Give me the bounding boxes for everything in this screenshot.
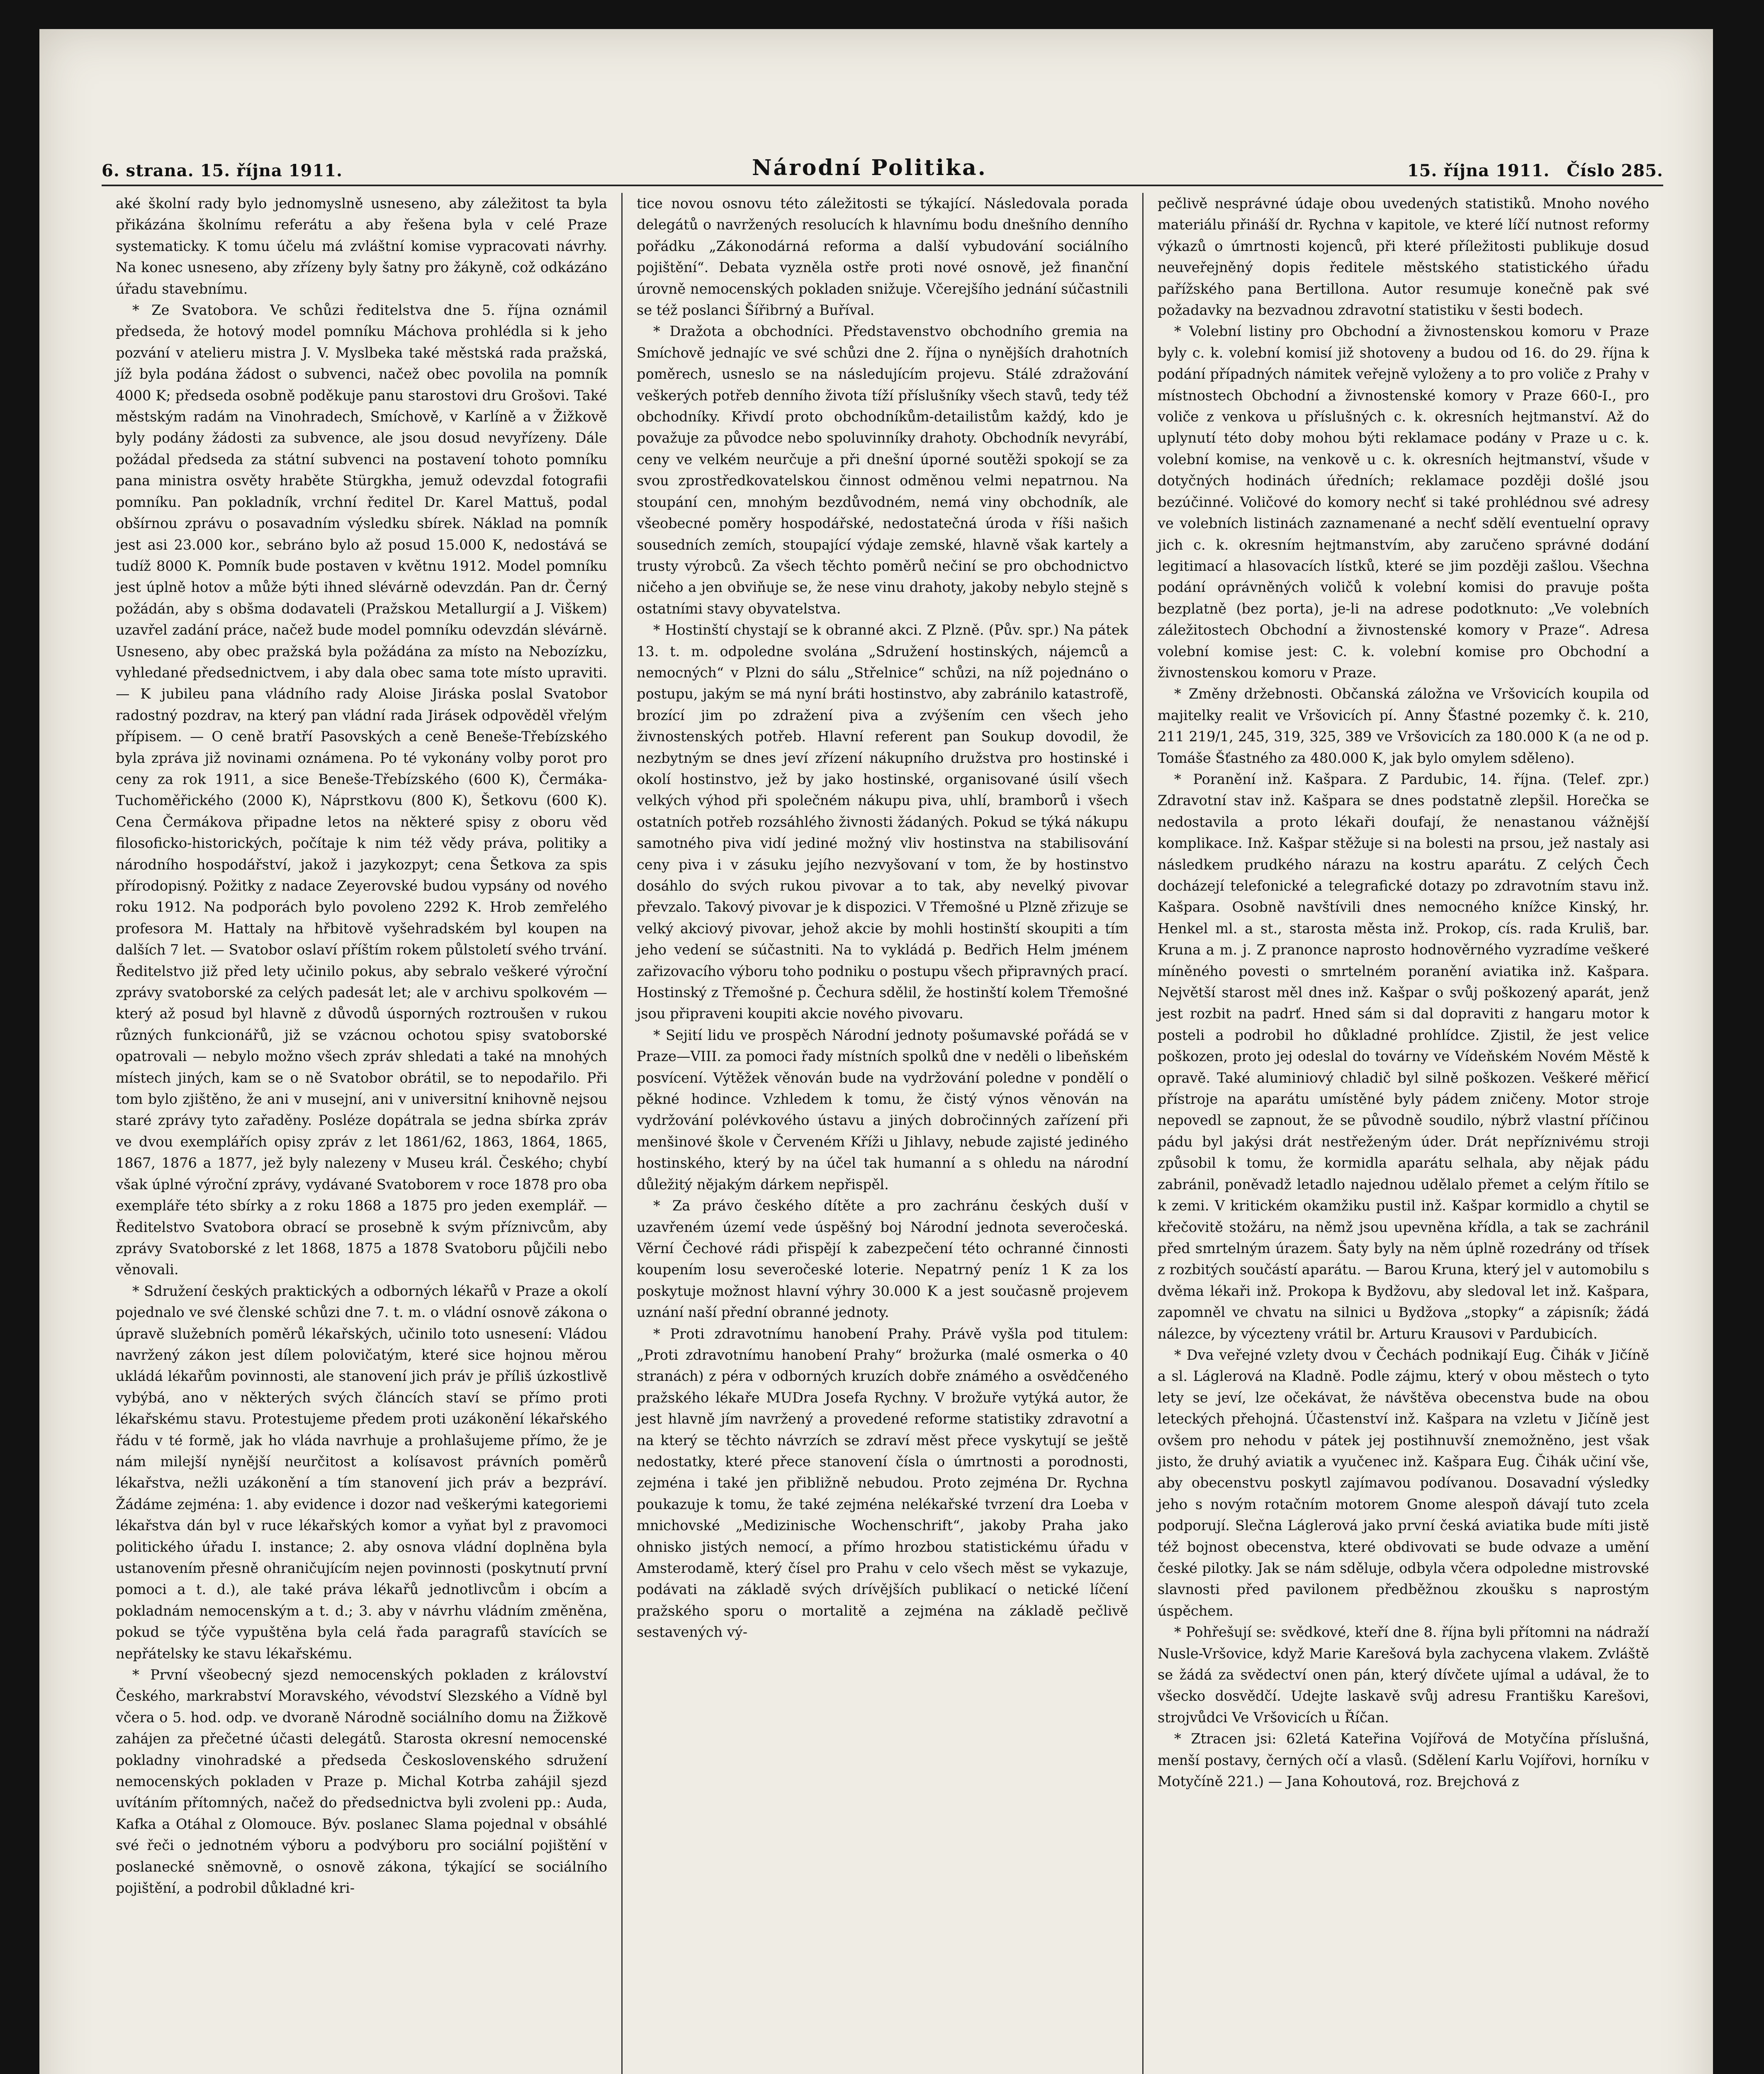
header-date: 15. října 1911.: [1407, 161, 1550, 180]
article-paragraph: * Proti zdravotnímu hanobení Prahy. Právě vyšla pod titulem: „Proti zdravotnímu hanobení Prahy“ brožurka (malé osmerka o 40 stranách) z péra v odborných kruzích dobře známého a osvědčeného pražského lékaře MUDra Josefa Rychny. V brožuře vytýká autor, že jest hlavně jím navržený a provedené reforme statistiky zdravotní a na který se těchto návrzích se zdraví měst přece vyskytují se ještě nedostatky, které přece stanovení čísla o úmrtnosti a porodnosti, zejména i také jen přibližně nebudou. Proto zejména Dr. Rychna poukazuje k tomu, že také zejména nelékařské tvrzení dra Loeba v mnichovské „Medizinische Wochenschrift“, jakoby Praha jako ohnisko jistých nemocí, a přímo hrozbou statistickému úřadu v Amsterodamě, který čísel pro Prahu v celo všech měst se vykazuje, podávati na základě svých drívějších publikací o netické líčení pražského sporu o mortalitě a zejména na základě pečlivě sestavených vý-: [637, 1325, 1128, 1641]
article-paragraph: * První všeobecný sjezd nemocenských pokladen z království Českého, markrabství Moravského, vévodství Slezského a Vídně byl včera o 5. hod. odp. ve dvoraně Národně sociálního domu na Žižkově zahájen za přečetné účasti delegátů. Starosta okresní nemocenské pokladny vinohradské a předseda Československého sdružení nemocenských pokladen v Praze p. Michal Kotrba zahájil sjezd uvítáním přítomných, načež do předsednictva byli zvoleni pp.: Auda, Kafka a Otáhal z Olomouce. Býv. poslanec Slama pojednal v obsáhlé své řeči o jednotném výboru a podvýboru pro sociální pojištění v poslanecké sněmovně, o osnově zákona, týkající se sociálního pojištění, a podrobil důkladné kri-: [116, 1667, 607, 1896]
article-paragraph: * Sejití lidu ve prospěch Národní jednoty pošumavské pořádá se v Praze—VIII. za pomoci řady místních spolků dne v neděli o libeňském posvícení. Výtěžek věnován bude na vydržování poledne v pondělí o pěkné hodince. Vzhledem k tomu, že čistý výnos věnován na vydržování polévkového ústavu a jiných dobročinných zařízení při menšinové škole v Červeném Kříži u Jihlavy, nebude zajisté jediného hostinského, který by na účel tak humanní a s ohledu na národní důležitý nějakým dárkem nepřispěl.: [637, 1027, 1128, 1193]
article-paragraph: * Hostinští chystají se k obranné akci. Z Plzně. (Pův. spr.) Na pátek 13. t. m. odpoledne svolána „Sdružení hostinských, nájemců a nemocných“ v Plzni do sálu „Střelnice“ schůzi, na níž pojednáno o postupu, jakým se má nyní bráti hostinstvo, aby zabránilo katastrofě, brozící jim po zdražení piva a zvýšením cen všech jeho živnostenských potřeb. Hlavní referent pan Soukup dovodil, že nezbytným se dnes jeví zřízení nákupního družstva pro hostinské i okolí hostinstvo, jež by jako hostinské, organisované úsilí všech velkých výhod při společném nákupu piva, uhlí, bramborů i všech ostatních potřeb rozsáhlého živnosti žádaných. Pokud se týká nákupu samotného piva vidí jediné možný vliv hostinstva na stabilisování ceny piva i v zásuku jejího nezvyšovaní v tom, že by hostinstvo dosáhlo do svých rukou pivovar a to tak, aby nevelký pivovar převzalo. Takový pivovar je k dispozici. V Třemošné u Plzně zřizuje se velký akciový pivovar, jehož akcie by mohli hostinští skoupiti a tím jeho vedení se súčastniti. Na to vykládá p. Bedřich Helm jménem zařizovacího výboru toho podniku o postupu všech připravných prací. Hostinský z Třemošné p. Čechura sdělil, že hostinští kolem Třemošné jsou připraveni koupiti akcie nového pivovaru.: [637, 622, 1128, 1022]
header-right: [1397, 161, 1663, 180]
newspaper-page: [39, 29, 1713, 2074]
article-paragraph: aké školní rady bylo jednomyslně usneseno, aby záležitost ta byla přikázána školnímu referátu a aby řešena byla v celé Praze systematicky. K tomu účelu má zvláštní komise vypracovati návrhy. Na konec usneseno, aby zřízeny byly šatny pro žákyně, což odkázáno úřadu stavebnímu.: [116, 195, 607, 297]
masthead-title: Národní Politika.: [752, 155, 987, 180]
article-paragraph: * Dražota a obchodníci. Představenstvo obchodního gremia na Smíchově jednajíc ve své schůzi dne 2. října o nynějších drahotních poměrech, usneslo se na následujícím projevu. Stálé zdražování veškerých potřeb denního života tíží příslušníky všech stavů, tedy též obchodníky. Křivdí proto obchodníkům-detailistům každý, kdo je považuje za původce nebo spoluvinníky drahoty. Obchodník nevyrábí, ceny ve velkém neurčuje a při dnešní úporné soutěži spokojí se za svou zprostředkovatelskou činnost odměnou velmi nepatrnou. Na stoupání cen, mnohým bezdůvodném, nemá viny obchodník, ale všeobecné poměry hospodářské, nedostatečná úroda v říši našich sousedních zemích, stoupající výdaje zemské, hlavně však kartely a trusty výrobců. Za všech těchto poměrů nečiní se pro obchodnictvo ničeho a jen obviňuje se, že nese vinu drahoty, jakoby nebylo stejně s ostatními stavy obyvatelstva.: [637, 323, 1128, 617]
page-header: [102, 147, 1663, 186]
article-paragraph: pečlivě nesprávné údaje obou uvedených statistiků. Mnoho nového materiálu přináší dr. Rychna v kapitole, ve které líčí nutnost reformy výkazů o úmrtnosti kojenců, při které příležitosti publikuje dosud neuveřejněný dopis ředitele městského statistického úřadu pařížského pana Bertillona. Autor resumuje konečně pak své požadavky na bezvadnou zdravotní statistiku v šesti bodech.: [1158, 195, 1649, 319]
article-paragraph: * Dva veřejné vzlety dvou v Čechách podnikají Eug. Čihák v Jičíně a sl. Láglerová na Kladně. Podle zájmu, který v obou městech o tyto lety se jeví, lze očekávat, že návštěva obecenstva bude na obou leteckých přehojná. Účastenství inž. Kašpara na vzletu v Jičíně jest ovšem pro nehodu v pátek jej postihnuvší znemožněno, jest však jisto, že druhý aviatik a vyučenec inž. Kašpara Eug. Čihák učiní vše, aby obecenstvu poskytl zajímavou podívanou. Dosavadní výsledky jeho s novým rotačním motorem Gnome alespoň dávají tuto zcela podporují. Slečna Láglerová jako první česká aviatika bude míti jistě též bojnost obecenstva, které obdivovati se bude odvaze a umění české pilotky. Jak se nám sděluje, odbyla včera odpoledne mistrovské slavnosti před pavilonem předběžnou zkoušku s naprostým úspěchem.: [1158, 1346, 1649, 1619]
column-1: [102, 193, 621, 2074]
article-paragraph: * Poranění inž. Kašpara. Z Pardubic, 14. října. (Telef. zpr.) Zdravotní stav inž. Kašpara se dnes podstatně zlepšil. Horečka se nedostavila a proto lékaři doufají, že nenastanou vážnější komplikace. Inž. Kašpar stěžuje si na bolesti na prsou, jež nastaly asi následkem prudkého nárazu na kostru aparátu. Z celých Čech docházejí telefonické a telegrafické dotazy po zdravotním stavu inž. Kašpara. Osobně navštívili dnes nemocného knížce Kinský, hr. Henkel ml. a st., starosta města inž. Prokop, cís. rada Kruliš, bar. Kruna a m. j. Z pranonce naprosto hodnověrného vyzradíme veškeré míněného povesti o smrtelném poranění aviatika inž. Kašpara. Největší starost měl dnes inž. Kašpar o svůj poškozený aparát, jenž jest rozbit na padrť. Hned sám si dal dopraviti z hangaru motor k posteli a podrobil ho důkladné prohlídce. Zjistil, že jest velice poškozen, proto jej odeslal do továrny ve Vídeňském Novém Městě k opravě. Také aluminiový chladič byl silně poškozen. Veškeré měřicí přístroje na aparátu umístěné byly pádem zničeny. Motor stroje nepovedl se zapnout, že se původně soudilo, nýbrž vlastní příčinou pádu byl jakýsi drát nestřeženým úder. Drát nepříznivému stroji způsobil k tomu, že kormidla aparátu selhala, aby nějak pádu zabránil, poněvadž letadlo najednou udělalo přemet a celým řítilo se k zemi. V kritickém okamžiku pustil inž. Kašpar kormidlo a chytil se křečovitě stožáru, na němž jsou upevněna křídla, a tak se zachránil před smrtelným úrazem. Šaty byly na něm úplně rozedrány od třísek z rozbitých součástí aparátu. — Barou Kruna, který jel v automobilu s dvěma lékaři inž. Prokopa k Bydžovu, aby sledoval let inž. Kašpara, zapomněl ve chvatu na silnici u Bydžova „stopky“ a zápisník; žádá nálezce, by výcezteny vrátil br. Arturu Krausovi v Pardubicích.: [1158, 771, 1649, 1342]
header-left: 6. strana. 15. října 1911.: [102, 161, 343, 180]
article-columns: [102, 193, 1663, 2074]
article-paragraph: * Sdružení českých praktických a odborných lékařů v Praze a okolí pojednalo ve své členské schůzi dne 7. t. m. o vládní osnově zákona o úpravě služebních poměrů lékařských, učinilo toto usnesení: Vládou navržený zákon jest dílem polovičatým, které sice hojnou měrou ukládá lékařům povinnosti, ale stanovení jich práv je příliš úzkostlivě vybýbá, ano v některých svých článcích staví se přímo proti lékařskému stavu. Protestujeme předem proti uzákonění lékařského řádu v té formě, jak ho vláda navrhuje a prohlašujeme přímo, že je nám milejší nynější neurčitost a kolísavost právních poměrů lékařstva, nežli uzákonění a tím stanovení jich práv a bezpráví. Žádáme zejména: 1. aby evidence i dozor nad veškerými kategoriemi lékařstva dán byl v ruce lékařských komor a vyňat byl z pravomoci politického úřadu I. instance; 2. aby osnova vládní doplněna byla ustanovením přesně ohraničujícím nejen povinnosti (poskytnutí první pomoci a t. d.), ale také práva lékařů jednotlivcům i obcím a pokladnám nemocenským a t. d.; 3. aby v návrhu vládním změněna, pokud se týče vypuštěna byla celá řada paragrafů stavících se nepřátelsky ke stavu lékařskému.: [116, 1283, 607, 1662]
article-paragraph: * Ztracen jsi: 62letá Kateřina Vojířová de Motyčína příslušná, menší postavy, černých očí a vlasů. (Sdělení Karlu Vojířovi, horníku v Motyčíně 221.) — Jana Kohoutová, roz. Brejchová z: [1158, 1731, 1649, 1790]
article-paragraph: tice novou osnovu této záležitosti se týkající. Následovala porada delegátů o navržených resolucích k hlavnímu bodu dnešního denního pořádku „Zákonodárná reforma a další vybudování sociálního pojištění“. Debata vyzněla ostře proti nové osnově, jež finanční úrovně nemocenských pokladen snižuje. Včerejšího jednání súčastnili se též poslanci Šířibrný a Buříval.: [637, 195, 1128, 319]
article-paragraph: * Změny držebnosti. Občanská záložna ve Vršovicích koupila od majitelky realit ve Vršovicích pí. Anny Šťastné pozemky č. k. 210, 211 219/1, 245, 319, 325, 389 ve Vršovicích za 180.000 K (a ne od p. Tomáše Šťastného za 480.000 K, jak bylo omylem sděleno).: [1158, 686, 1649, 766]
article-paragraph: * Ze Svatobora. Ve schůzi ředitelstva dne 5. října oznámil předseda, že hotový model pomníku Máchova prohlédla si k jeho pozvání v atelieru mistra J. V. Myslbeka také městská rada pražská, jíž byla podána žádost o subvenci, načež obec povolila na pomník 4000 K; předseda osobně poděkuje panu starostovi dru Grošovi. Také městským radám na Vinohradech, Smíchově, v Karlíně a v Žižkově byly podány žádosti za subvence, ale jsou dosud nevyřízeny. Dále požádal předseda za státní subvenci na postavení tohoto pomníku pana ministra osvěty hraběte Stürgkha, jemuž odevzdal fotografii pomníku. Pan pokladník, vrchní ředitel Dr. Karel Mattuš, podal obšírnou zprávu o posavadním výsledku sbírek. Náklad na pomník jest asi 23.000 kor., sebráno bylo až posud 15.000 K, nedostává se tudíž 8000 K. Pomník bude postaven v květnu 1912. Model pomníku jest úplně hotov a může býti ihned slévárně odevzdán. Pan dr. Černý požádán, aby s obšma dodavateli (Pražskou Metallurgií a J. Viškem) uzavřel zadání práce, načež bude model pomníku odevzdán slévárně. Usneseno, aby obec pražská byla požádána za místo na Nebozízku, vyhledané předsednictvem, i aby dala obec sama tote místo upraviti. — K jubileu pana vládního rady Aloise Jiráska poslal Svatobor radostný pozdrav, na který pan vládní rada Jirásek odpověděl vřelým přípisem. — O ceně bratří Pasovských a ceně Beneše-Třebízského byla zpráva již novinami oznámena. Po té vykonány volby porot pro ceny za rok 1911, a sice Beneše-Třebízského (600 K), Čermáka-Tuchoměřického (2000 K), Náprstkovu (800 K), Šetkovu (600 K). Cena Čermákova připadne letos na některé spisy z oboru věd filosoficko-historických, počítaje k nim též vědy práva, politiky a národního hospodářství, jakož i jazykozpyt; cena Šetkova za spis přírodopisný. Požitky z nadace Zeyerovské budou vypsány od nového roku 1912. Na podporách bylo povoleno 2292 K. Hrob zemřelého profesora M. Hattaly na hřbitově vyšehradském byl koupen na dalších 7 let. — Svatobor oslaví příštím rokem půlstoletí svého trvání. Ředitelstvo již před lety učinilo pokus, aby sebralo veškeré výroční zprávy svatoborské za celých padesát let; ale v archivu spolkovém — který až posud byl hlavně z důvodů úsporných roztroušen v rukou různých funkcionářů, již se vzácnou ochotou spisy svatoborské opatrovali — nebylo možno všech zpráv shledati a také na mnohých místech jiných, kam se o ně Svatobor obrátil, se to nepodařilo. Při tom bylo zjištěno, že ani v musejní, ani v universitní knihovně nejsou staré zprávy tyto zařaděny. Posléze dopátrala se jedna sbírka zpráv ve dvou exemplářích opisy zpráv z let 1861/62, 1863, 1864, 1865, 1867, 1876 a 1877, jež byly nalezeny v Museu král. Českého; chybí však úplné výroční zprávy, vydávané Svatoborem v roce 1878 pro oba exempláře této sbírky a z roku 1868 a 1875 pro jeden exemplář. — Ředitelstvo Svatobora obrací se prosebně k svým příznivcům, aby zprávy Svatoborské z let 1868, 1875 a 1878 Svatoboru půjčili nebo věnovali.: [116, 302, 607, 1278]
column-2: [621, 193, 1142, 2074]
article-paragraph: * Volební listiny pro Obchodní a živnostenskou komoru v Praze byly c. k. volební komisí již shotoveny a budou od 16. do 29. října k podání případných námitek veřejně vyloženy a to pro voliče z Prahy v místnostech Obchodní a živnostenské komory v Praze 660-I., pro voliče z venkova u příslušných c. k. okresních hejtmanství. Až do uplynutí této doby mohou býti reklamace podány v Praze u c. k. volební komise, na venkově u c. k. okresních hejtmanství, všude v dotyčných hodinách úředních; reklamace později došlé jsou bezúčinné. Voličové do komory nechť si také prohlédnou své adresy ve volebních listinách zaznamenané a nechť sdělí eventuelní opravy jich c. k. okresním hejtmanstvím, aby zaručeno správné dodání legitimací a hlasovacích lístků, které se jim později zašlou. Všechna podání oprávněných voličů k volební komisi do pravuje pošta bezplatně (bez porta), je-li na adrese podotknuto: „Ve volebních záležitostech Obchodní a živnostenské komory v Praze“. Adresa volební komise jest: C. k. volební komise pro Obchodní a živnostenskou komoru v Praze.: [1158, 323, 1649, 681]
article-paragraph: * Pohřešují se: svědkové, kteří dne 8. října byli přítomni na nádraží Nusle-Vršovice, když Marie Karešová byla zachycena vlakem. Zvláště se žádá za svědectví onen pán, který dívčete ujímal a udával, že to všecko dosvědčí. Udejte laskavě svůj adresu Františku Karešovi, strojvůdci Ve Vršovicích u Říčan.: [1158, 1624, 1649, 1726]
article-paragraph: * Za právo českého dítěte a pro zachránu českých duší v uzavřeném území vede úspěšný boj Národní jednota severočeská. Věrní Čechové rádi přispějí k zabezpečení této ochranné činnosti koupením losu severočeské loterie. Nepatrný peníz 1 K za los poskytuje možnost hlavní výhry 30.000 K a jest současně projevem uznání naší přední obranné jednoty.: [637, 1198, 1128, 1321]
issue-number: Číslo 285.: [1567, 161, 1663, 180]
column-3: [1142, 193, 1663, 2074]
